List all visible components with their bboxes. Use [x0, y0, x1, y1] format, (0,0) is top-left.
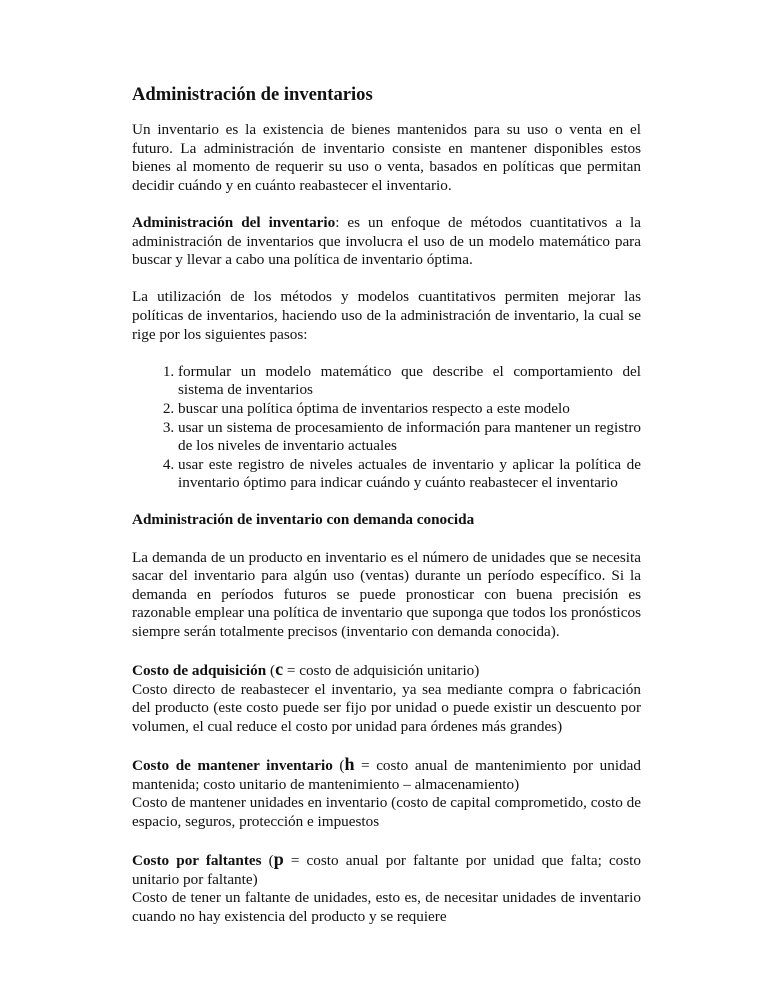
definition-text: : es un enfoque de métodos cuantitativos a la administración de inventarios que involucra el uso de un modelo matemático para buscar y llevar a cabo una política de inventario óptima.: [132, 213, 641, 269]
step-item: 2. buscar una política óptima de inventarios respecto a este modelo: [178, 400, 641, 419]
section-heading: Administración de inventario con demanda conocida: [132, 511, 475, 529]
intro-paragraph: Un inventario es la existencia de bienes mantenidos para su uso o venta en el futuro. La administración de inventario consiste en mantener disponibles estos bienes al momento de requerir su uso o venta, basados en políticas que permitan decidir cuándo y en cuánto reabastecer el inventario.: [132, 121, 641, 194]
definition-term: Administración del inventario: [132, 213, 336, 231]
document-page: [132, 84, 641, 945]
methods-paragraph: La utilización de los métodos y modelos cuantitativos permiten mejorar las políticas de inventarios, haciendo uso de la administración de inventario, la cual se rige por los siguientes pasos:: [132, 288, 641, 343]
document-title: Administración de inventarios: [132, 84, 373, 105]
cost-term: Costo de mantener inventario: [132, 757, 333, 775]
paren: (: [266, 662, 276, 680]
cost-block-acquisition: [132, 660, 641, 736]
cost-description: Costo de mantener unidades en inventario (costo de capital comprometido, costo de espacio, seguros, protección e impuestos: [132, 794, 641, 830]
cost-symbol: p: [273, 849, 284, 870]
cost-symbol: h: [344, 754, 355, 775]
cost-symbol: c: [275, 659, 284, 680]
cost-term: Costo por faltantes: [132, 852, 262, 870]
step-item: 1. formular un modelo matemático que describe el comportamiento del sistema de inventarios: [178, 363, 641, 400]
cost-block-shortage: [132, 850, 641, 926]
definition-paragraph: [132, 214, 641, 270]
cost-def: = costo de adquisición unitario): [283, 662, 480, 680]
section-paragraph: La demanda de un producto en inventario es el número de unidades que se necesita sacar del inventario para algún uso (ventas) durante un período específico. Si la demanda en períodos futuros se puede pronosticar con buena precisión es razonable emplear una política de inventario que suponga que todos los pronósticos siempre serán totalmente precisos (inventario con demanda conocida).: [132, 548, 641, 641]
cost-description: Costo de tener un faltante de unidades, esto es, de necesitar unidades de inventario cuando no hay existencia del producto y se requiere: [132, 889, 641, 925]
cost-block-holding: [132, 755, 641, 831]
cost-definition: [132, 755, 641, 794]
cost-definition: [132, 850, 641, 889]
step-item: 3. usar un sistema de procesamiento de información para mantener un registro de los niveles de inventario actuales: [178, 419, 641, 456]
step-item: 4. usar este registro de niveles actuales de inventario y aplicar la política de inventario óptimo para indicar cuándo y cuánto reabastecer el inventario: [178, 456, 641, 493]
steps-list: [132, 363, 641, 493]
cost-description: Costo directo de reabastecer el inventario, ya sea mediante compra o fabricación del producto (este costo puede ser fijo por unidad o puede existir un descuento por volumen, el cual reduce el costo por unidad para órdenes más grandes): [132, 680, 641, 735]
paren: (: [332, 757, 345, 775]
paren: (: [261, 852, 274, 870]
cost-def: = costo anual por faltante por unidad que falta; costo unitario por faltante): [132, 852, 641, 888]
cost-def: = costo anual de mantenimiento por unidad mantenida; costo unitario de mantenimiento – almacenamiento): [132, 757, 642, 793]
cost-definition: [132, 660, 641, 681]
cost-term: Costo de adquisición: [132, 662, 267, 680]
